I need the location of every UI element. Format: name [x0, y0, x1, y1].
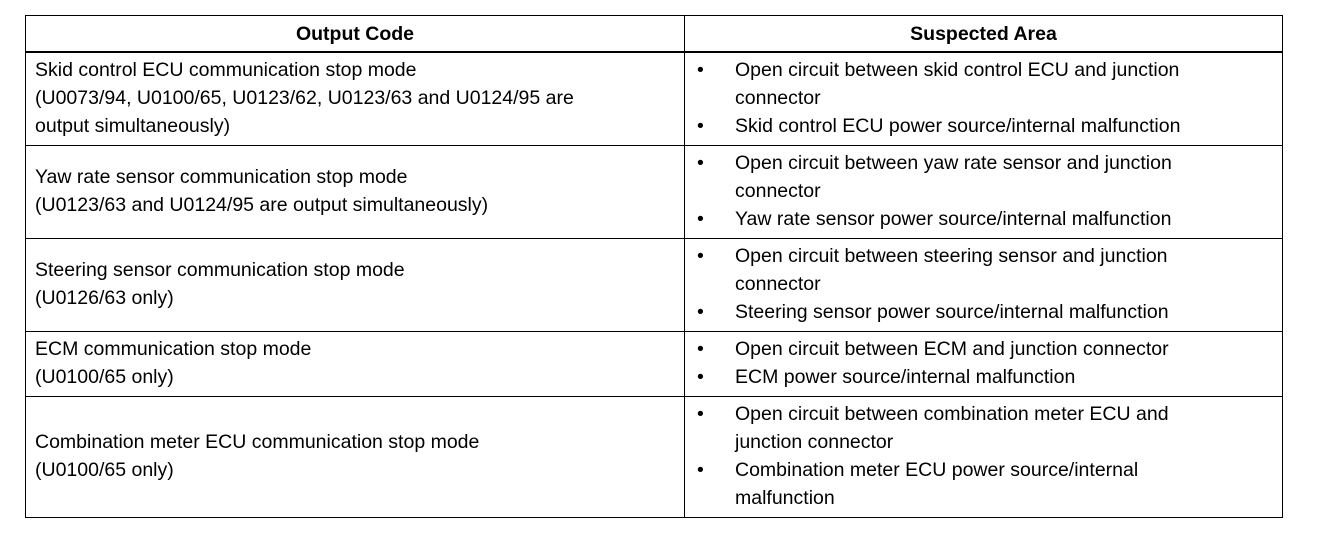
output-code-text: (U0073/94, U0100/65, U0123/62, U0123/63 and U0124/95 are: [35, 87, 574, 109]
output-code-cell: [26, 397, 685, 518]
suspected-area-text: connector: [735, 180, 821, 202]
suspected-area-text: Open circuit between yaw rate sensor and junction: [735, 152, 1172, 174]
list-item: [695, 149, 1274, 205]
bullet-icon: •: [697, 59, 704, 81]
output-code-text: output simultaneously): [35, 115, 231, 137]
table-row: [26, 239, 1283, 332]
output-code-cell: [26, 332, 685, 397]
suspected-area-text: junction connector: [735, 431, 894, 453]
output-code-cell: [26, 146, 685, 239]
output-code-text: (U0100/65 only): [35, 459, 174, 481]
suspected-area-text: Combination meter ECU power source/internal: [735, 459, 1139, 481]
list-item: [695, 242, 1274, 298]
list-item: [695, 56, 1274, 112]
bullet-icon: •: [697, 403, 704, 425]
output-code-cell: [26, 239, 685, 332]
suspected-area-text: ECM power source/internal malfunction: [735, 366, 1076, 388]
output-code-text: (U0100/65 only): [35, 366, 174, 388]
table-header-row: [26, 16, 1283, 53]
suspected-area-list: [695, 149, 1274, 233]
suspected-area-cell: [685, 239, 1283, 332]
suspected-area-text: Skid control ECU power source/internal malfunction: [735, 115, 1181, 137]
column-header-suspected-area: Suspected Area: [685, 16, 1283, 53]
table-row: [26, 52, 1283, 146]
suspected-area-list: [695, 56, 1274, 140]
table-row: [26, 397, 1283, 518]
bullet-icon: •: [697, 208, 704, 230]
suspected-area-text: connector: [735, 273, 821, 295]
output-code-text: Yaw rate sensor communication stop mode: [35, 166, 408, 188]
output-code-text: Combination meter ECU communication stop mode: [35, 431, 480, 453]
bullet-icon: •: [697, 152, 704, 174]
output-code-text: ECM communication stop mode: [35, 338, 312, 360]
list-item: [695, 456, 1274, 512]
table-row: [26, 332, 1283, 397]
suspected-area-list: [695, 335, 1274, 391]
bullet-icon: •: [697, 366, 704, 388]
output-code-text: (U0126/63 only): [35, 287, 174, 309]
bullet-icon: •: [697, 301, 704, 323]
bullet-icon: •: [697, 459, 704, 481]
suspected-area-cell: [685, 397, 1283, 518]
suspected-area-text: Open circuit between combination meter ECU and: [735, 403, 1169, 425]
suspected-area-text: malfunction: [735, 487, 835, 509]
bullet-icon: •: [697, 245, 704, 267]
list-item: [695, 363, 1274, 391]
suspected-area-text: connector: [735, 87, 821, 109]
bullet-icon: •: [697, 338, 704, 360]
list-item: [695, 335, 1274, 363]
suspected-area-cell: [685, 52, 1283, 146]
output-code-cell: [26, 52, 685, 146]
output-code-text: Skid control ECU communication stop mode: [35, 59, 417, 81]
suspected-area-text: Open circuit between ECM and junction connector: [735, 338, 1169, 360]
list-item: [695, 112, 1274, 140]
suspected-area-text: Open circuit between skid control ECU and junction: [735, 59, 1180, 81]
output-code-text: (U0123/63 and U0124/95 are output simultaneously): [35, 194, 489, 216]
list-item: [695, 400, 1274, 456]
suspected-area-cell: [685, 146, 1283, 239]
column-header-output-code: Output Code: [26, 16, 685, 53]
suspected-area-list: [695, 400, 1274, 512]
suspected-area-cell: [685, 332, 1283, 397]
suspected-area-text: Yaw rate sensor power source/internal malfunction: [735, 208, 1172, 230]
list-item: [695, 205, 1274, 233]
list-item: [695, 298, 1274, 326]
output-code-table: [25, 15, 1283, 518]
table-row: [26, 146, 1283, 239]
bullet-icon: •: [697, 115, 704, 137]
output-code-text: Steering sensor communication stop mode: [35, 259, 405, 281]
suspected-area-text: Steering sensor power source/internal malfunction: [735, 301, 1169, 323]
suspected-area-text: Open circuit between steering sensor and junction: [735, 245, 1168, 267]
suspected-area-list: [695, 242, 1274, 326]
